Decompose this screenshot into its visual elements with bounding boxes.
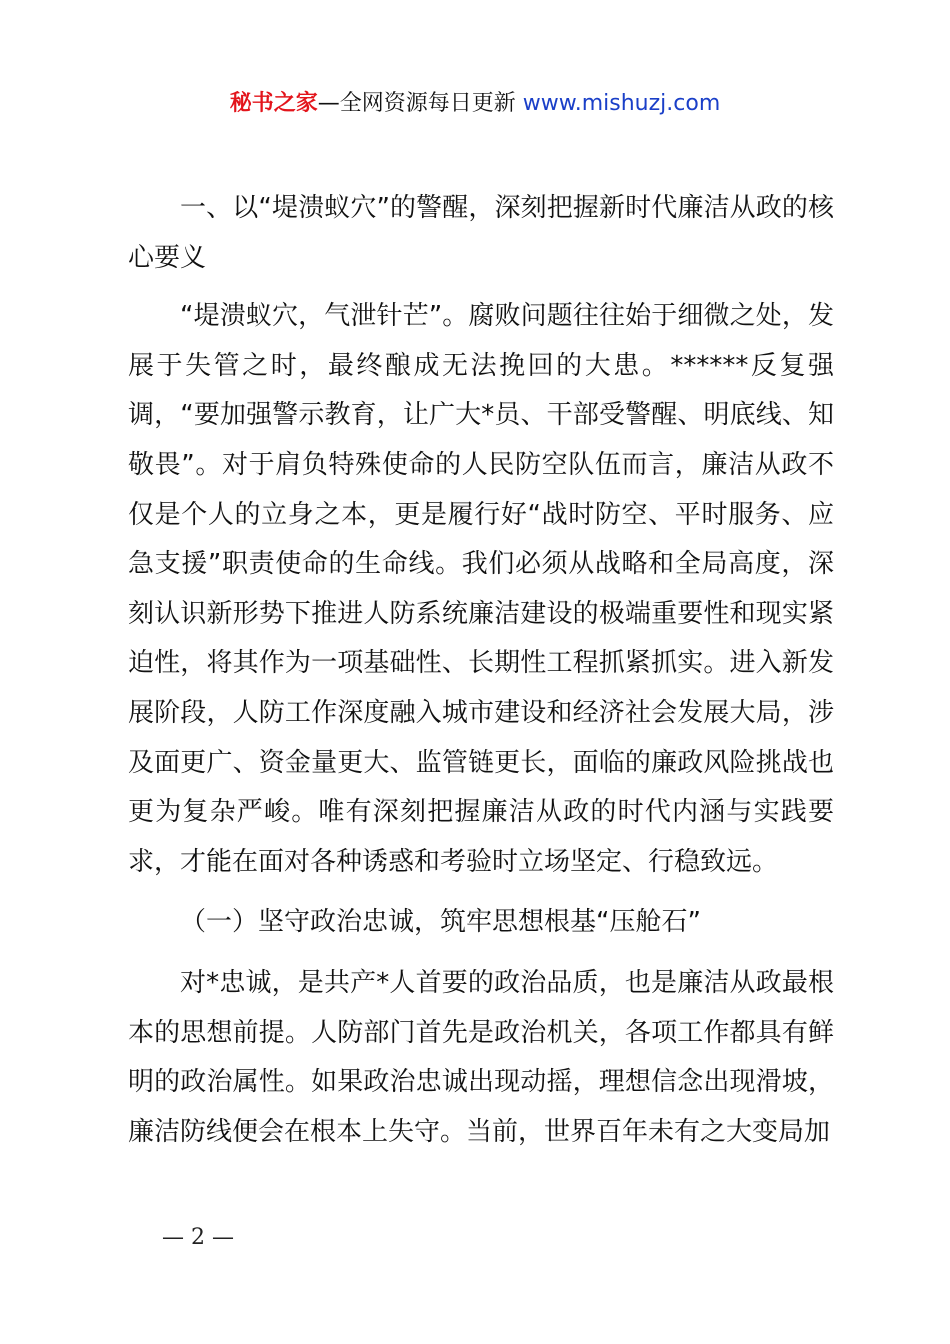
header-tagline: 全网资源每日更新 xyxy=(339,91,516,116)
brand-name: 秘书之家 xyxy=(229,91,318,116)
document-body xyxy=(128,184,834,1157)
site-url[interactable]: www.mishuzj.com xyxy=(522,91,721,116)
header-dash: — xyxy=(317,91,340,116)
page-number: — 2 — xyxy=(162,1225,234,1250)
subsection-heading: （一）坚守政治忠诚，筑牢思想根基“压舱石” xyxy=(180,907,701,938)
body-paragraph: 对*忠诚，是共产*人首要的政治品质，也是廉洁从政最根本的思想前提。人防部门首先是政治机关，各项工作都具有鲜明的政治属性。如果政治忠诚出现动摇，理想信念出现滑坡，廉洁防线便会在根本上失守。当前，世界百年未有之大变局加 xyxy=(128,967,834,1147)
site-header xyxy=(0,88,950,120)
section-heading: 一、以“堤溃蚁穴”的警醒，深刻把握新时代廉洁从政的核心要义 xyxy=(128,193,834,273)
body-paragraph: “堤溃蚁穴，气泄针芒”。腐败问题往往始于细微之处，发展于失管之时，最终酿成无法挽回的大患。******反复强调，“要加强警示教育，让广大*员、干部受警醒、明底线、知敬畏”。对于肩负特殊使命的人民防空队伍而言，廉洁从政不仅是个人的立身之本，更是履行好“战时防空、平时服务、应急支援”职责使命的生命线。我们必须从战略和全局高度，深刻认识新形势下推进人防系统廉洁建设的极端重要性和现实紧迫性，将其作为一项基础性、长期性工程抓紧抓实。进入新发展阶段，人防工作深度融入城市建设和经济社会发展大局，涉及面更广、资金量更大、监管链更长，面临的廉政风险挑战也更为复杂严峻。唯有深刻把握廉洁从政的时代内涵与实践要求，才能在面对各种诱惑和考验时立场坚定、行稳致远。 xyxy=(128,301,834,877)
